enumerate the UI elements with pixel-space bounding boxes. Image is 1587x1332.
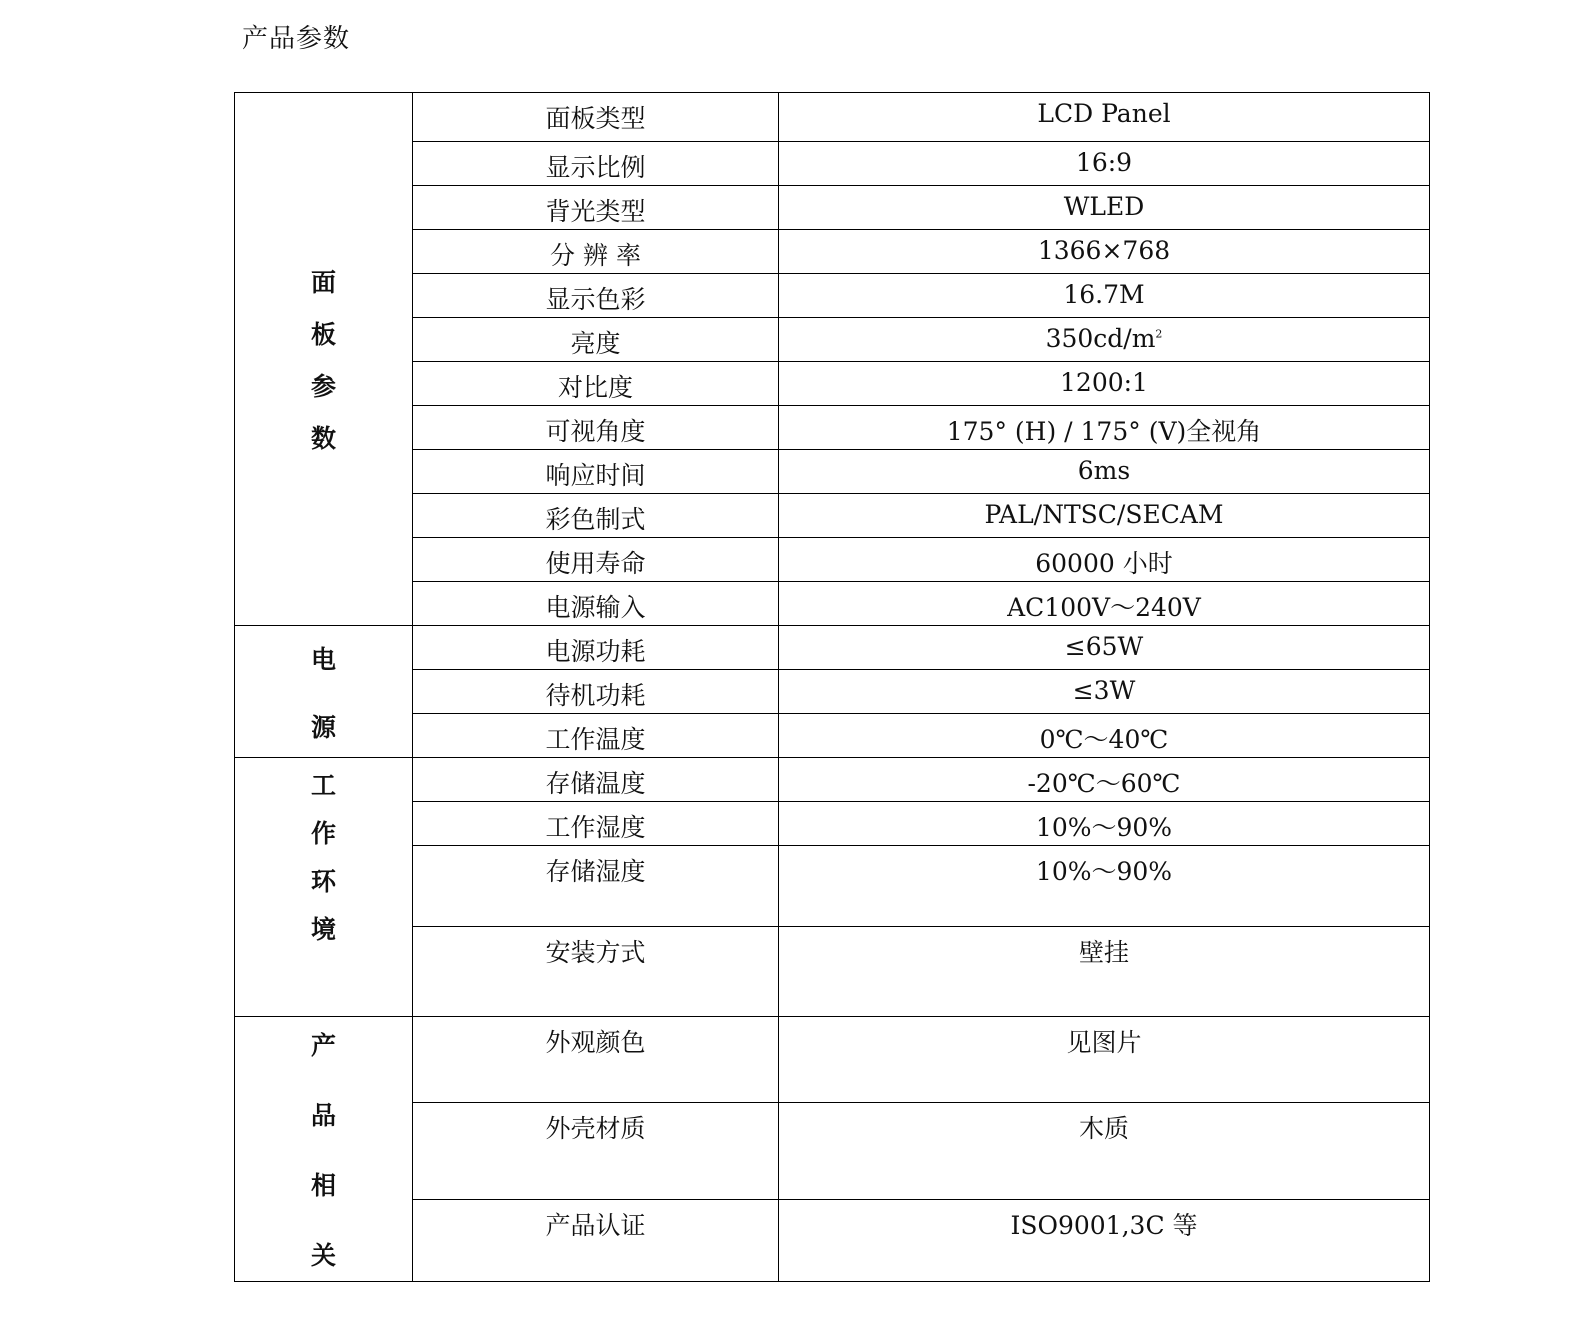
row-value: ≤65W xyxy=(779,626,1430,670)
group-char: 关 xyxy=(310,1241,336,1270)
table-row xyxy=(235,626,1430,670)
row-label: 安装方式 xyxy=(413,927,779,1017)
group-char: 源 xyxy=(310,712,336,742)
group-char: 环 xyxy=(310,867,336,896)
row-value: 16:9 xyxy=(779,142,1430,186)
row-label: 外壳材质 xyxy=(413,1103,779,1200)
table-row xyxy=(235,927,1430,1017)
group-char: 相 xyxy=(310,1171,336,1200)
row-value: ≤3W xyxy=(779,670,1430,714)
row-label: 分 辨 率 xyxy=(413,230,779,274)
row-value: 175° (H) / 175° (V)全视角 xyxy=(779,406,1430,450)
row-value: 60000 小时 xyxy=(779,538,1430,582)
row-label: 可视角度 xyxy=(413,406,779,450)
row-label: 显示比例 xyxy=(413,142,779,186)
row-value: 16.7M xyxy=(779,274,1430,318)
group-char: 品 xyxy=(310,1101,336,1130)
row-label: 显示色彩 xyxy=(413,274,779,318)
table-row xyxy=(235,802,1430,846)
row-value: 6ms xyxy=(779,450,1430,494)
table-row xyxy=(235,274,1430,318)
group-char: 电 xyxy=(310,644,336,674)
row-label: 工作湿度 xyxy=(413,802,779,846)
table-row xyxy=(235,494,1430,538)
group-environment xyxy=(235,758,413,1017)
row-label: 电源输入 xyxy=(413,582,779,626)
page-title: 产品参数 xyxy=(242,24,351,54)
table-row xyxy=(235,1103,1430,1200)
group-char: 产 xyxy=(310,1031,336,1060)
group-char: 面 xyxy=(310,268,336,297)
row-value: 壁挂 xyxy=(779,927,1430,1017)
table-row xyxy=(235,758,1430,802)
row-value xyxy=(779,318,1430,362)
row-value: ISO9001,3C 等 xyxy=(779,1200,1430,1282)
group-char: 数 xyxy=(310,424,336,453)
table-row xyxy=(235,142,1430,186)
group-product-related xyxy=(235,1017,413,1282)
table-row xyxy=(235,538,1430,582)
table-row xyxy=(235,186,1430,230)
row-label: 响应时间 xyxy=(413,450,779,494)
row-label: 电源功耗 xyxy=(413,626,779,670)
row-label: 外观颜色 xyxy=(413,1017,779,1103)
spec-table xyxy=(234,92,1430,1282)
group-power xyxy=(235,626,413,758)
row-label: 亮度 xyxy=(413,318,779,362)
group-char: 参 xyxy=(310,372,336,401)
row-label: 待机功耗 xyxy=(413,670,779,714)
row-label: 背光类型 xyxy=(413,186,779,230)
table-row xyxy=(235,93,1430,142)
row-value: PAL/NTSC/SECAM xyxy=(779,494,1430,538)
row-label: 对比度 xyxy=(413,362,779,406)
table-row xyxy=(235,318,1430,362)
table-row xyxy=(235,230,1430,274)
row-value: AC100V～240V xyxy=(779,582,1430,626)
row-value: 1200:1 xyxy=(779,362,1430,406)
group-char: 板 xyxy=(310,320,336,349)
table-row xyxy=(235,406,1430,450)
row-label: 工作温度 xyxy=(413,714,779,758)
row-label: 彩色制式 xyxy=(413,494,779,538)
row-value: WLED xyxy=(779,186,1430,230)
group-panel-params xyxy=(235,93,413,626)
group-char: 作 xyxy=(310,819,336,848)
table-row xyxy=(235,670,1430,714)
row-value: 10%～90% xyxy=(779,802,1430,846)
row-label: 面板类型 xyxy=(413,93,779,142)
group-char: 境 xyxy=(310,915,336,944)
row-value: LCD Panel xyxy=(779,93,1430,142)
table-row xyxy=(235,714,1430,758)
row-label: 存储湿度 xyxy=(413,846,779,927)
row-label: 存储温度 xyxy=(413,758,779,802)
table-row xyxy=(235,362,1430,406)
table-row xyxy=(235,1017,1430,1103)
group-char: 工 xyxy=(310,771,336,800)
table-row xyxy=(235,1200,1430,1282)
row-label: 使用寿命 xyxy=(413,538,779,582)
row-value: 0℃～40℃ xyxy=(779,714,1430,758)
row-value: 10%～90% xyxy=(779,846,1430,927)
superscript: 2 xyxy=(1155,327,1163,341)
table-row xyxy=(235,450,1430,494)
table-row xyxy=(235,846,1430,927)
table-row xyxy=(235,582,1430,626)
row-label: 产品认证 xyxy=(413,1200,779,1282)
row-value: 1366×768 xyxy=(779,230,1430,274)
row-value: -20℃～60℃ xyxy=(779,758,1430,802)
row-value: 见图片 xyxy=(779,1017,1430,1103)
row-value: 木质 xyxy=(779,1103,1430,1200)
brightness-value: 350cd/m xyxy=(1045,324,1156,353)
